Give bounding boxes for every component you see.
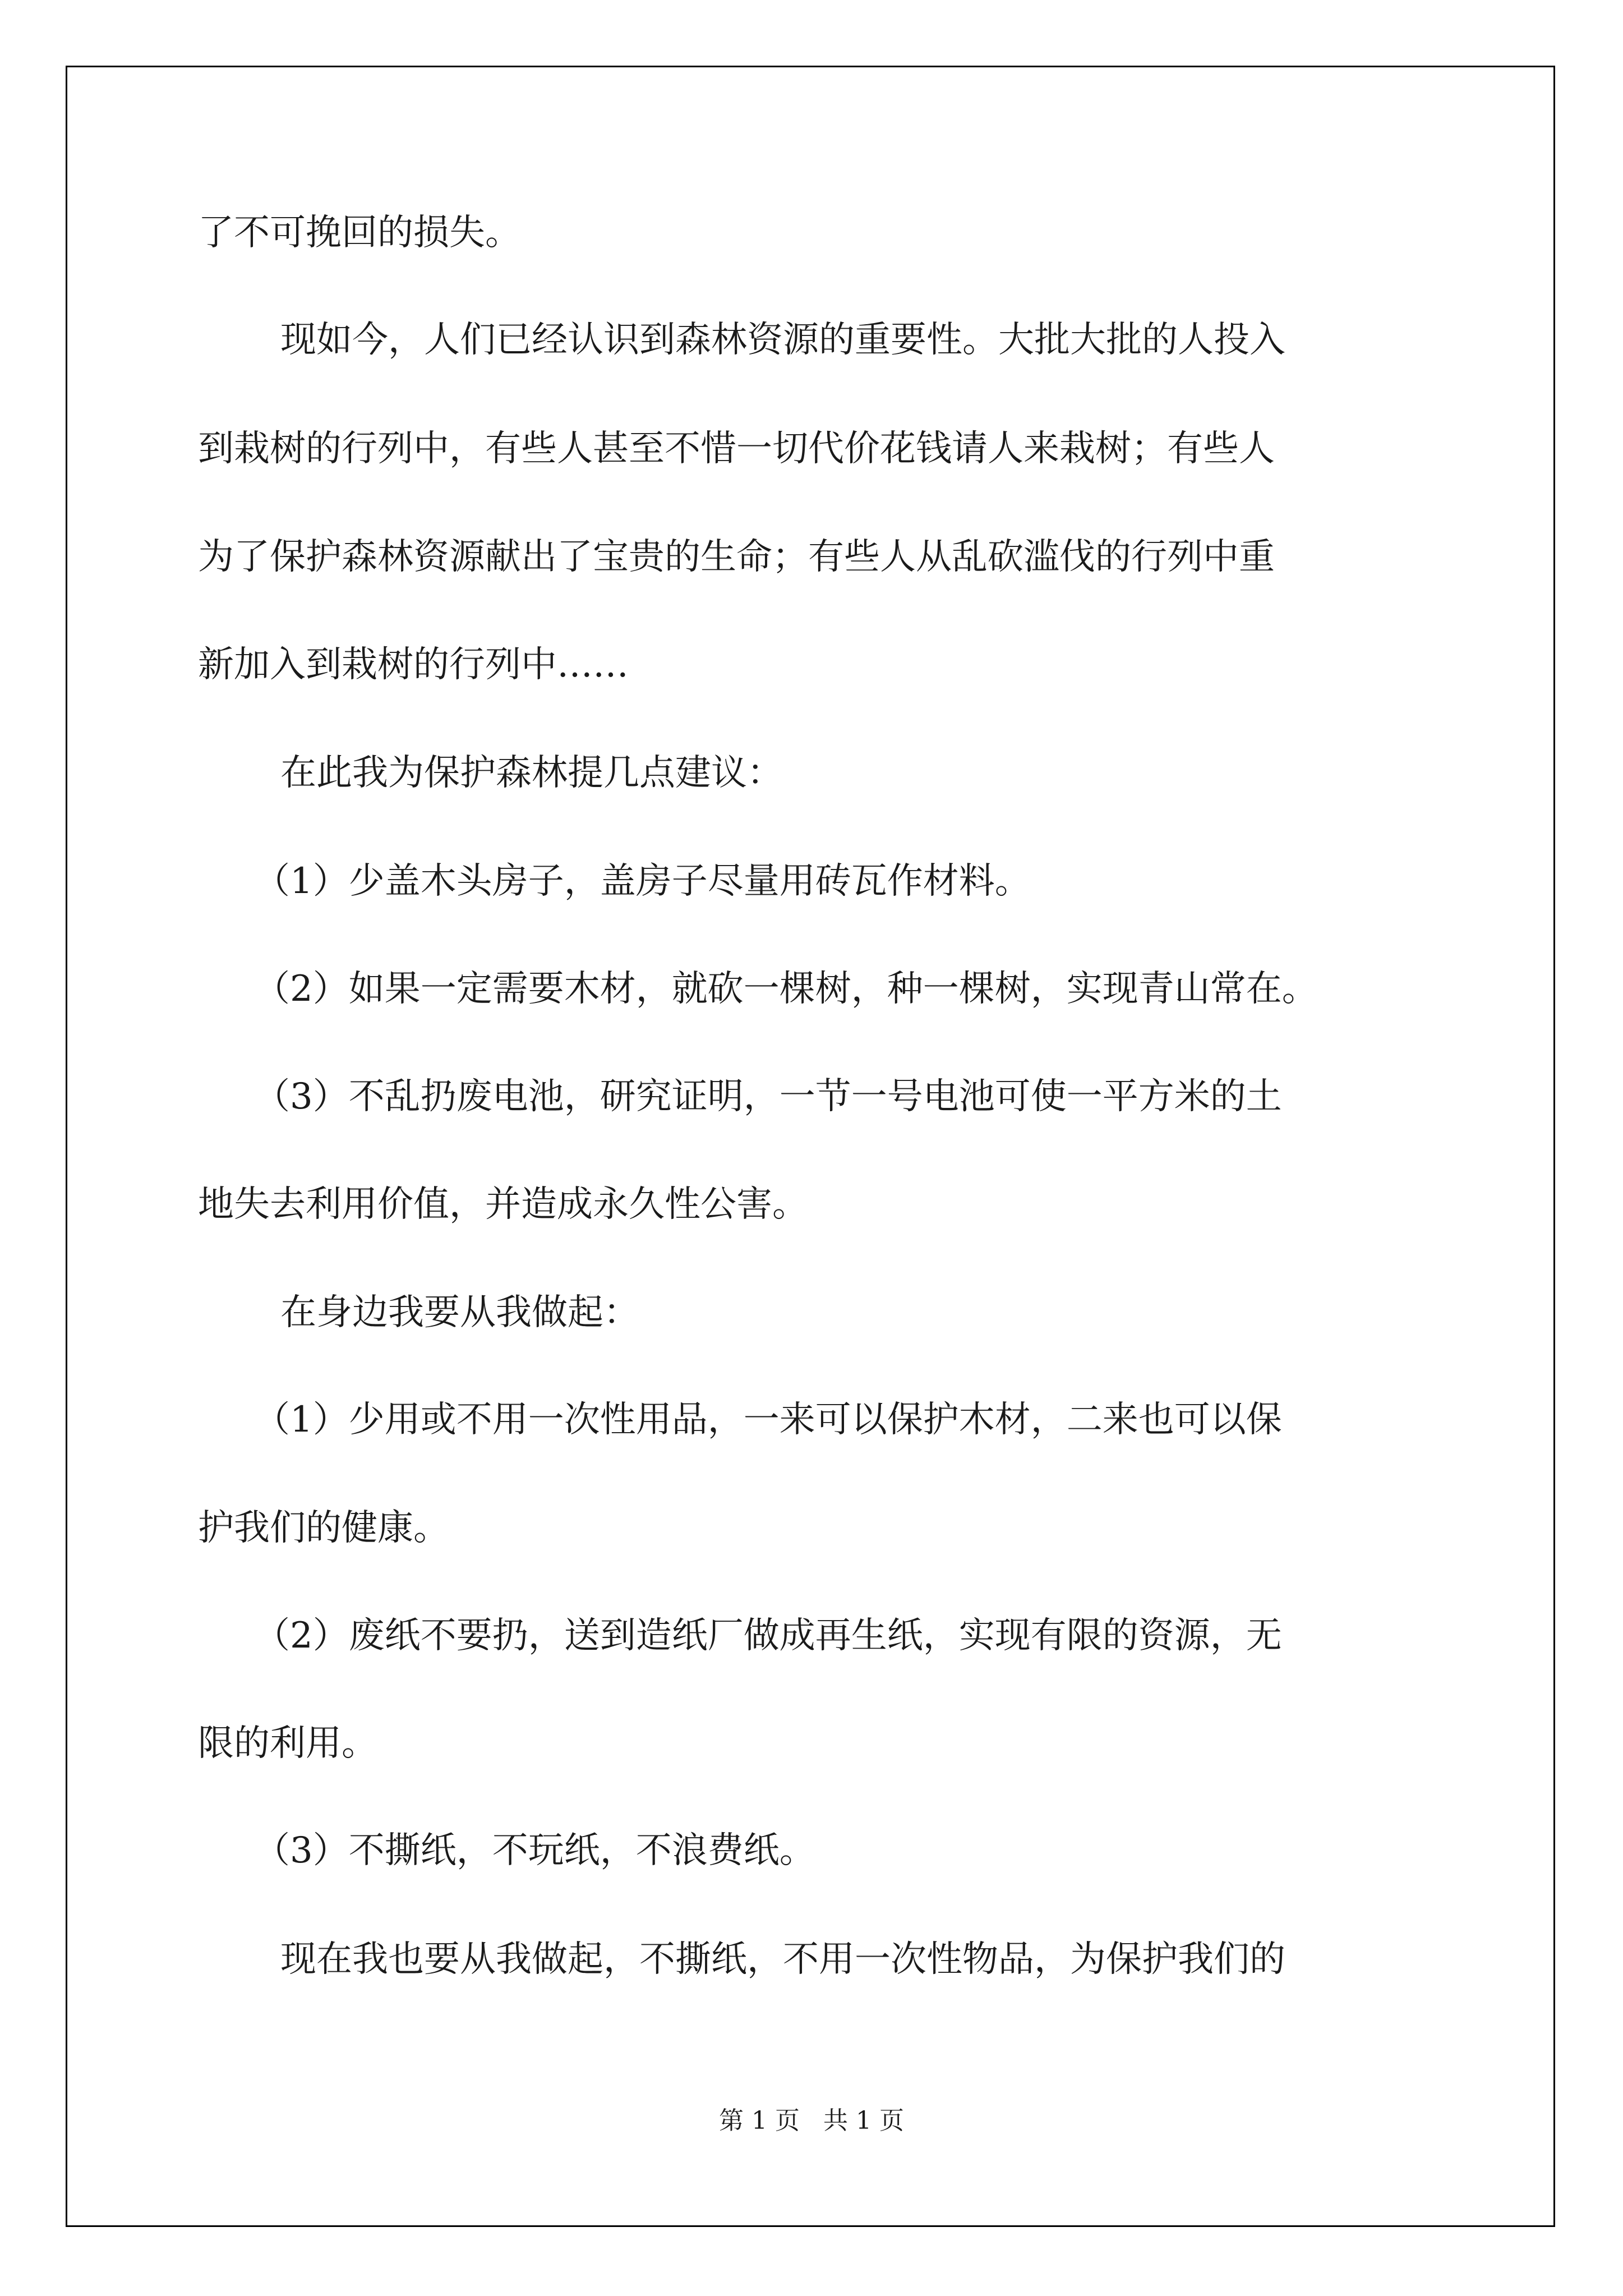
text-line: 到栽树的行列中，有些人甚至不惜一切代价花钱请人来栽树；有些人: [198, 428, 1275, 470]
text-line: （1）少用或不用一次性用品，一来可以保护木材，二来也可以保: [254, 1399, 1282, 1441]
text-line: 护我们的健康。: [198, 1507, 449, 1549]
text-line: 现在我也要从我做起，不撕纸，不用一次性物品，为保护我们的: [280, 1939, 1285, 1980]
text-line: 在身边我要从我做起：: [280, 1292, 639, 1333]
page-border: [66, 66, 1555, 2227]
text-line: 在此我为保护森林提几点建议：: [280, 752, 783, 794]
text-line: 限的利用。: [198, 1723, 377, 1764]
text-line: 现如今，人们已经认识到森林资源的重要性。大批大批的人投入: [280, 319, 1285, 361]
text-line: （3）不撕纸，不玩纸，不浪费纸。: [254, 1830, 815, 1871]
text-line: （1）少盖木头房子，盖房子尽量用砖瓦作材料。: [254, 861, 1031, 902]
text-line: 新加入到栽树的行列中……: [198, 644, 629, 685]
text-line: 地失去利用价值，并造成永久性公害。: [198, 1184, 808, 1225]
page-number-footer: 第 1 页 共 1 页: [719, 2106, 904, 2135]
text-line: （3）不乱扔废电池，研究证明，一节一号电池可使一平方米的土: [254, 1076, 1282, 1117]
text-line: （2）废纸不要扔，送到造纸厂做成再生纸，实现有限的资源，无: [254, 1615, 1282, 1657]
text-line: 为了保护森林资源献出了宝贵的生命；有些人从乱砍滥伐的行列中重: [198, 536, 1275, 578]
text-line: （2）如果一定需要木材，就砍一棵树，种一棵树，实现青山常在。: [254, 968, 1318, 1010]
text-line: 了不可挽回的损失。: [198, 212, 521, 254]
